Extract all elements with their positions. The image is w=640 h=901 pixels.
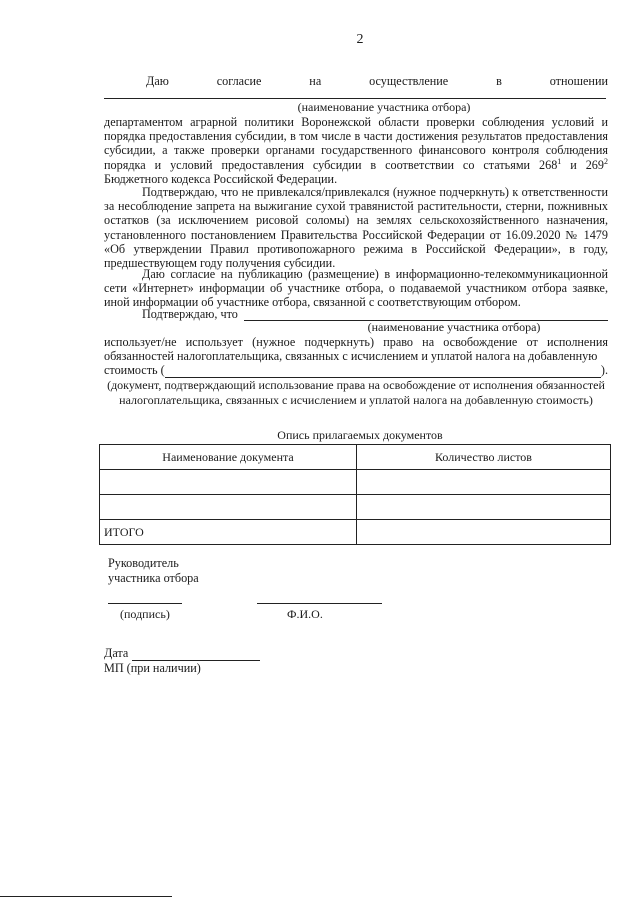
stamp-label: МП (при наличии) bbox=[104, 661, 201, 675]
total-label: ИТОГО bbox=[100, 520, 357, 545]
table-row bbox=[100, 470, 611, 495]
date-row: Дата bbox=[104, 646, 260, 661]
consent-first-line bbox=[146, 74, 608, 89]
date-line[interactable] bbox=[132, 648, 260, 661]
inventory-table bbox=[99, 444, 611, 545]
consent-word: согласие bbox=[216, 74, 262, 88]
cell-sheet-count[interactable] bbox=[357, 495, 611, 520]
consent-word: в bbox=[496, 74, 502, 88]
vat-document-caption: (документ, подтверждающий использование права на освобождение от исполнения обязанностей налогоплательщика, связанных с исчислением и уплатой налога на добавленную стоимость) bbox=[107, 378, 605, 407]
vat-cost-line: стоимость ( ). bbox=[104, 363, 608, 377]
publish-consent-paragraph: Даю согласие на публикацию (размещение) в информационно-телекоммуникационной сети «Интернет» информации об участнике отбора, о подаваемой участником отбора заявке, иной информации об участнике отбора, связанной с соответствующим отбором. bbox=[104, 267, 608, 310]
cell-document-name[interactable] bbox=[100, 495, 357, 520]
consent-word: отношении bbox=[549, 74, 608, 88]
participant-caption: (наименование участника отбора) bbox=[297, 100, 471, 114]
head-title: Руководитель участника отбора bbox=[108, 556, 199, 585]
cell-document-name[interactable] bbox=[100, 470, 357, 495]
page-number: 2 bbox=[356, 32, 364, 47]
signature-line[interactable] bbox=[108, 603, 182, 604]
vat-participant-caption: (наименование участника отбора) bbox=[367, 320, 541, 334]
consent-word: Даю bbox=[146, 74, 169, 88]
footer-rule bbox=[0, 896, 172, 897]
consent-word: осуществление bbox=[369, 74, 449, 88]
table-header-row bbox=[100, 445, 611, 470]
vat-confirm-label: Подтверждаю, что bbox=[142, 307, 238, 321]
total-value[interactable] bbox=[357, 520, 611, 545]
table-total-row bbox=[100, 520, 611, 545]
consent-word: на bbox=[309, 74, 322, 88]
header-sheet-count: Количество листов bbox=[357, 445, 611, 470]
cell-sheet-count[interactable] bbox=[357, 470, 611, 495]
full-name-caption: Ф.И.О. bbox=[287, 607, 323, 621]
inventory-title: Опись прилагаемых документов bbox=[277, 428, 443, 442]
table-row bbox=[100, 495, 611, 520]
full-name-line[interactable] bbox=[257, 603, 382, 604]
fire-confirmation-paragraph: Подтверждаю, что не привлекался/привлекался (нужное подчеркнуть) к ответственности за несоблюдение запрета на выжигание сухой травянистой растительности, стерни, пожнивных остатков (за исключением рисовой соломы) на землях сельскохозяйственного назначения, установленного постановлением Правительства Российской Федерации от 16.09.2020 № 1479 «Об утверждении Правил противопожарного режима в Российской Федерации», в году, предшествующем году получения субсидии. bbox=[104, 185, 608, 271]
consent-paragraph: департаментом аграрной политики Воронежской области проверки соблюдения условий и порядка предоставления субсидии, в том числе в части достижения результатов предоставления субсидии, а также проверки органами государственного финансового контроля соблюдения порядка и условий предоставления субсидии в соответствии со статьями $268^1$ и $269^2$ Бюджетного кодекса Российской Федерации. bbox=[104, 115, 608, 186]
vat-document-line[interactable] bbox=[165, 365, 601, 378]
participant-name-line[interactable] bbox=[104, 98, 606, 99]
header-document-name: Наименование документа bbox=[100, 445, 357, 470]
signature-caption: (подпись) bbox=[120, 607, 170, 621]
vat-text: использует/не использует (нужное подчеркнуть) право на освобождение от исполнения обязанностей налогоплательщика, связанных с исчислением и уплатой налога на добавленную bbox=[104, 335, 608, 364]
